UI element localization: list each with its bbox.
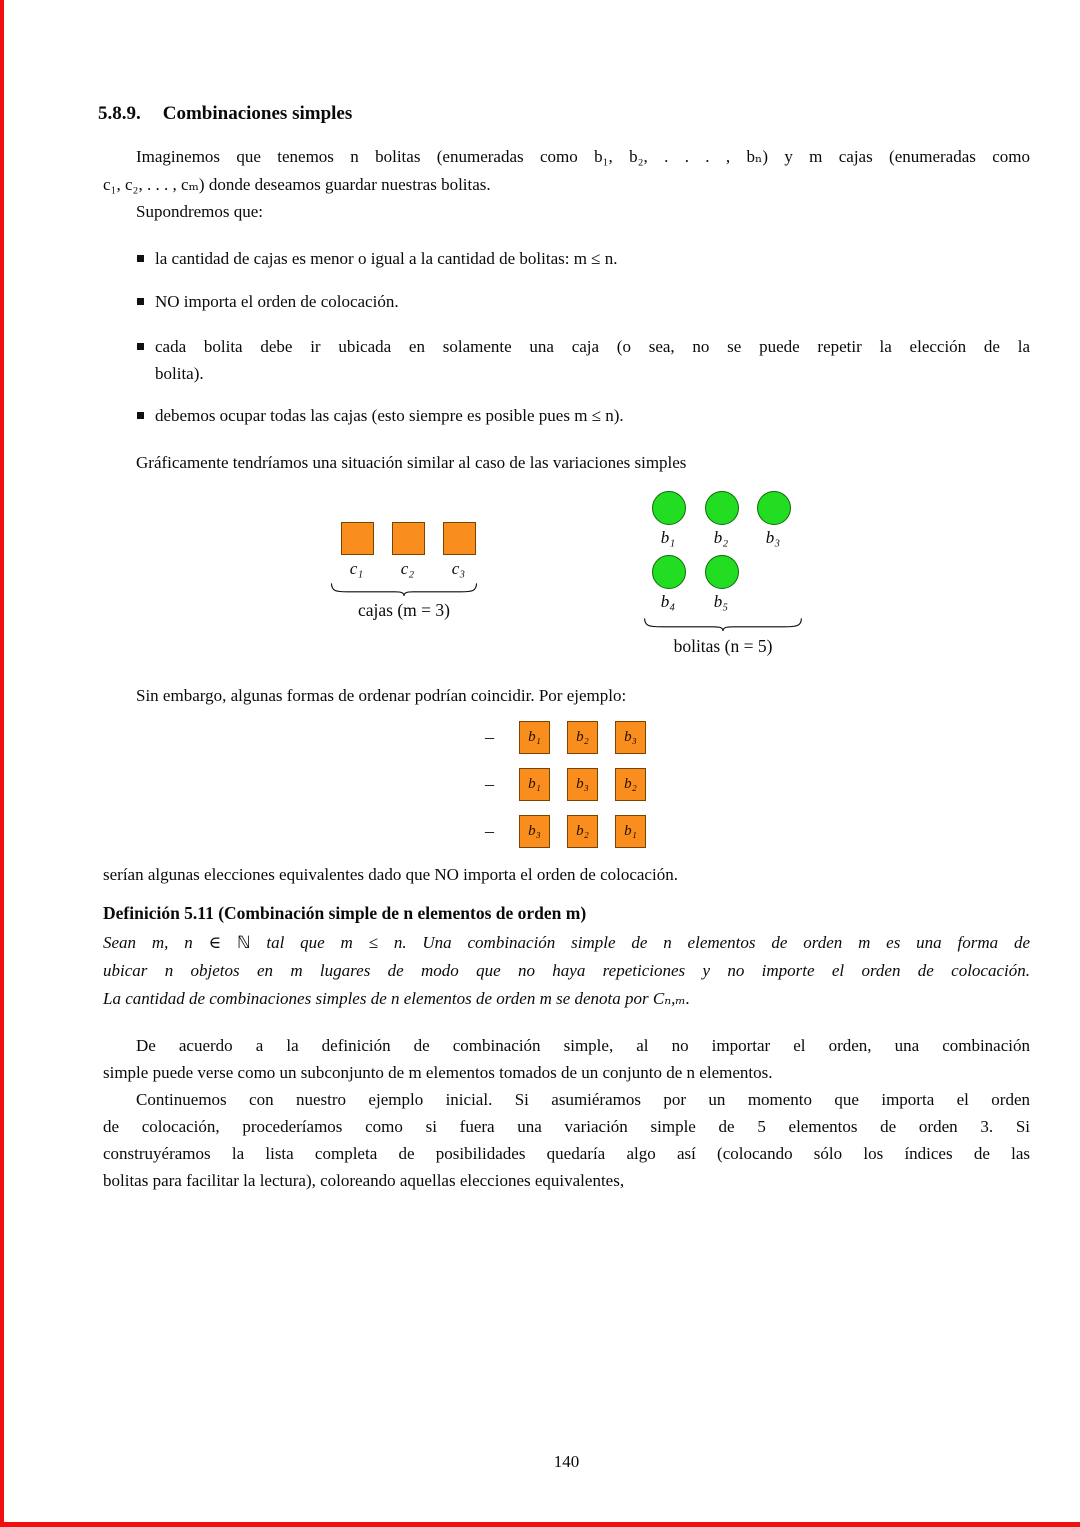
bolita-label-1: b₁ bbox=[660, 528, 676, 547]
intro-line-1: Imaginemos que tenemos n bolitas (enumeradas como b₁, b₂, . . . , bₙ) y m cajas (enumeradas como bbox=[136, 147, 1030, 166]
bullet-item-2: NO importa el orden de colocación. bbox=[155, 292, 399, 311]
final-paragraph-line-2: de colocación, procederíamos como si fuera una variación simple de 5 elementos de orden 3. Si bbox=[103, 1117, 1030, 1136]
bolita-circle-1 bbox=[652, 491, 686, 525]
section-heading bbox=[98, 103, 352, 125]
definition-line-1: Sean m, n ∈ ℕ tal que m ≤ n. Una combinación simple de n elementos de orden m es una forma de bbox=[103, 933, 1030, 952]
bolita-circle-3 bbox=[757, 491, 791, 525]
subset-paragraph-line-2: simple puede verse como un subconjunto de m elementos tomados de un conjunto de n elementos. bbox=[103, 1063, 773, 1082]
definition-line-2: ubicar n objetos en m lugares de modo que no haya repeticiones y no importe el orden de colocación. bbox=[103, 961, 1030, 980]
example-box: b₃ bbox=[615, 721, 646, 754]
caja-square-3 bbox=[443, 522, 476, 555]
bullet-item-3-line-1: cada bolita debe ir ubicada en solamente una caja (o sea, no se puede repetir la elección de la bbox=[155, 337, 1030, 356]
bolitas-brace-label: bolitas (n = 5) bbox=[673, 636, 773, 656]
bolitas-underbrace bbox=[643, 617, 803, 631]
example-box: b₂ bbox=[567, 815, 598, 848]
final-paragraph-line-1: Continuemos con nuestro ejemplo inicial. Si asumiéramos por un momento que importa el orden bbox=[136, 1090, 1030, 1109]
caja-label-2: c₂ bbox=[400, 559, 415, 578]
example-intro: Sin embargo, algunas formas de ordenar podrían coincidir. Por ejemplo: bbox=[136, 686, 627, 705]
bullet-square-icon bbox=[137, 412, 144, 419]
bolita-label-4: b₄ bbox=[660, 592, 676, 611]
cajas-underbrace bbox=[330, 582, 478, 596]
example-outro: serían algunas elecciones equivalentes dado que NO importa el orden de colocación. bbox=[103, 865, 678, 884]
example-dash: – bbox=[485, 727, 494, 747]
example-box: b₂ bbox=[615, 768, 646, 801]
example-box: b₃ bbox=[567, 768, 598, 801]
caja-square-1 bbox=[341, 522, 374, 555]
graphic-intro: Gráficamente tendríamos una situación similar al caso de las variaciones simples bbox=[136, 453, 687, 472]
bolita-circle-4 bbox=[652, 555, 686, 589]
example-box: b₂ bbox=[567, 721, 598, 754]
final-paragraph-line-4: bolitas para facilitar la lectura), coloreando aquellas elecciones equivalentes, bbox=[103, 1171, 625, 1190]
bullet-square-icon bbox=[137, 298, 144, 305]
cajas-brace-label: cajas (m = 3) bbox=[358, 600, 450, 620]
bullet-item-3-line-2: bolita). bbox=[155, 364, 204, 383]
bullet-square-icon bbox=[137, 343, 144, 350]
subset-paragraph-line-1: De acuerdo a la definición de combinación simple, al no importar el orden, una combinación bbox=[136, 1036, 1030, 1055]
bolita-circle-2 bbox=[705, 491, 739, 525]
caja-label-3: c₃ bbox=[451, 559, 466, 578]
bolita-label-3: b₃ bbox=[765, 528, 781, 547]
final-paragraph-line-3: construyéramos la lista completa de posibilidades quedaría algo así (colocando sólo los índices de las bbox=[103, 1144, 1030, 1163]
red-bottom-edge-line bbox=[0, 1522, 1080, 1527]
example-dash: – bbox=[485, 774, 494, 794]
example-box: b₁ bbox=[519, 768, 550, 801]
caja-label-1: c₁ bbox=[349, 559, 364, 578]
bullet-item-1: la cantidad de cajas es menor o igual a la cantidad de bolitas: m ≤ n. bbox=[155, 249, 618, 268]
intro-suppose: Supondremos que: bbox=[136, 202, 264, 221]
section-number: 5.8.9. bbox=[98, 103, 141, 124]
section-title: Combinaciones simples bbox=[162, 103, 353, 124]
bolita-circle-5 bbox=[705, 555, 739, 589]
bolita-label-2: b₂ bbox=[713, 528, 729, 547]
intro-line-2: c₁, c₂, . . . , cₘ) donde deseamos guardar nuestras bolitas. bbox=[103, 175, 491, 194]
definition-title: Definición 5.11 (Combinación simple de n elementos de orden m) bbox=[103, 903, 587, 923]
page-number: 140 bbox=[553, 1452, 580, 1471]
example-box: b₃ bbox=[519, 815, 550, 848]
red-left-edge-line bbox=[0, 0, 4, 1527]
example-dash: – bbox=[485, 821, 494, 841]
example-box: b₁ bbox=[519, 721, 550, 754]
bullet-item-4: debemos ocupar todas las cajas (esto siempre es posible pues m ≤ n). bbox=[155, 406, 624, 425]
caja-square-2 bbox=[392, 522, 425, 555]
example-box: b₁ bbox=[615, 815, 646, 848]
definition-line-3: La cantidad de combinaciones simples de n elementos de orden m se denota por Cₙ,ₘ. bbox=[103, 989, 691, 1008]
bullet-square-icon bbox=[137, 255, 144, 262]
bolita-label-5: b₅ bbox=[713, 592, 729, 611]
